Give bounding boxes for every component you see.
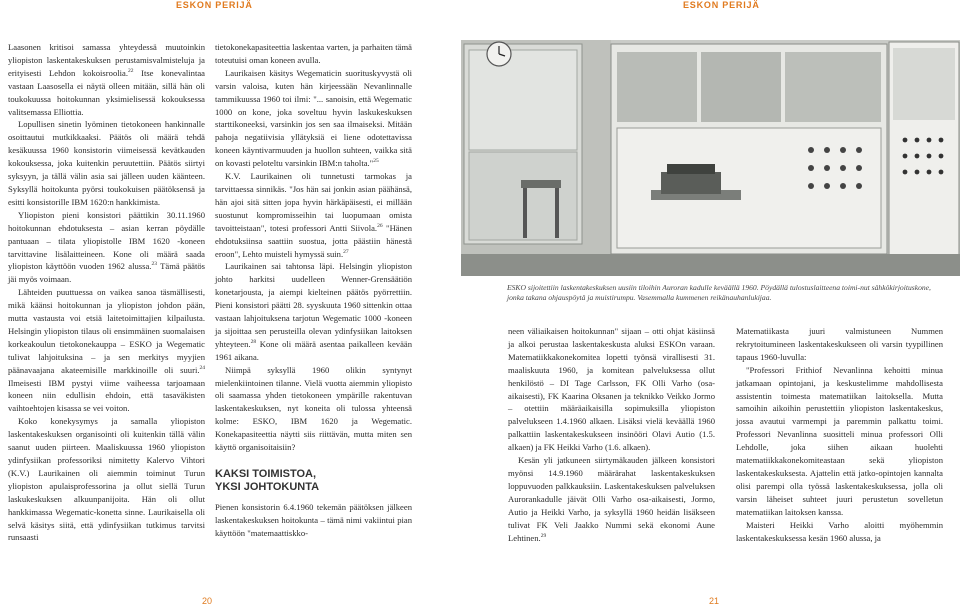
paragraph: tietokonekapasiteettia laskentaa varten, ja parhaiten tämä toteutuisi oman koneen avulla. bbox=[215, 42, 412, 65]
text-column-4 bbox=[736, 325, 943, 544]
page-number-right: 21 bbox=[709, 596, 720, 605]
section-subheading: KAKSI TOIMISTOA, YKSI JOHTOKUNTA bbox=[215, 468, 320, 493]
paragraph: Matematiikasta juuri valmistuneen Nummen rekrytoitumineen laskentakeskukseen oli varsin tyypillinen tapaus 1960-luvulla: bbox=[736, 326, 943, 362]
paragraph: Laasonen kritisoi samassa yhteydessä muutoinkin yliopiston laskentakeskuksen perustamisvalmisteluja ja erityisesti Lehdon kokoisroolia.$^{22}$ Itse konevalintaa vastaan Laasosella ei näytä olleen mitään, sillä hän oli toukokuussa hoitokunnan yksimielisessä kokouksessa valitsemassa Elliottia. bbox=[8, 42, 205, 117]
paragraph: Maisteri Heikki Varho aloitti myöhemmin laskentakeskuksessa kesän 1960 alussa, ja bbox=[736, 519, 943, 543]
page-number-left: 20 bbox=[202, 596, 213, 605]
paragraph: Niimpä syksyllä 1960 olikin syntynyt mielenkiintoinen tilanne. Vielä vuotta aiemmin yliopisto oli saamassa yhden tietokoneen ympärille rakentuvan laskentakeskuksen, nyt koneita oli tulossa yhteensä kolme: ESKO, IBM 1620 ja Wegematic. Konekapasiteettia näytti siis riittävän, mutta miten sen käyttö organisoitaisiin? bbox=[215, 364, 412, 453]
running-head-left: ESKON PERIJÄ bbox=[176, 0, 253, 10]
paragraph: Kesän yli jatkuneen siirtymäkauden jälkeen konsistori myönsi 14.9.1960 määrärahat laskentakeskuksen loppuvuoden palkkauksiin. Laskentakeskuksen palveluksen Aurorankadulle jäivät Olli Varho osa-aikaisesti, Jormo, Autio ja Heikki Varho, ja syksyllä 1960 heidän lisäkseen tulivat FK Veli Jaakko Nummi sekä ekonomi Aune Lehtinen.$^{29}$ bbox=[508, 455, 715, 543]
paragraph: Pienen konsistorin 6.4.1960 tekemän päätöksen jälkeen laskentakeskuksen hoitokunta – tämä nimi vakiintui pian käyttöön "matemaattiskko- bbox=[215, 502, 412, 538]
text-column-1 bbox=[8, 41, 205, 544]
paragraph: neen väliaikaisen hoitokunnan" sijaan – otti ohjat käsiinsä ja alkoi perustaa laskentakeskusta aluksi ESKOn varaan. Matematiikkakonekomitea lopetti työnsä virallisesti 31. maaliskuuta 1960, ja komitean palveluksessa ollut henkilöstö – DI Tage Carlsson, FK Olli Varho (osa-aikaisesti), FK Kaarina Oksanen ja teknikko Veikko Jormo – otettiin määräaikaisilla sopimuksilla yliopiston palvelukseen 1.4.1960 alkaen. Lisäksi vielä keväällä 1960 palkattiin laskentakeskukseen insinööri Olavi Autio (1.5. alkaen) ja FK Heikki Varho (1.6. alkaen). bbox=[508, 326, 715, 453]
paragraph: Laurikaisen käsitys Wegematicin suorituskyvystä oli varsin valoisa, kuten hän kirjeessään Nevanlinnalle tammikuussa 1960 toi ilmi: "... sanoisin, että Wegematic 1000 on kone, joka soveltuu hyvin laskukeskuksen starttikoneeksi, varsinkin jos sen saa ilmaiseksi. Mitään pahoja negatiivisia yllätyksiä ei liene odotettavissa koneen käyntivarmuuden ja huollon suhteen, vaikka sitä on kovasti peloteltu varsinkin IBM:n taholta."$^{25}$ bbox=[215, 67, 412, 169]
paragraph: Koko konekysymys ja samalla yliopiston laskentakeskuksen organisointi oli kuitenkin tällä välin saanut uuden piirteen. Maaliskuussa 1960 yliopiston ydinfysiikan professoriksi nimitetty Kalervo Vihtori (K.V.) Laurikainen oli aiemmin toiminut Turun yliopiston apulaisprofessorina ja ollut siellä Turun laskukeskuksen alkuunpanijoita. Hän oli ollut hankkimassa Wegematic-konetta sinne. Laurikaisella oli selvä käsitys siitä, että ydinfysiikan tutkimus tarvitsi runsaasti bbox=[8, 416, 205, 543]
paragraph: Lähteiden puuttuessa on vaikea sanoa täsmällisesti, mikä käänsi hoitokunnan ja yliopiston johdon pään, mutta vastausta voi etsiä laitetoimittajien kilpailusta. Helsingin yliopiston tilaus oli ensimmäinen suomalaisen korkeakoulun tietokonekauppa – ESKO ja Wegematic tulivat lahjoituksina – ja sen merkitys myyjien päänavaajana akateemisille markkinoille oli suuri.$^{24}$ Ilmeisesti IBM pystyi viime vaiheessa tarjoamaan koneen niin edullisin ehdoin, että tasaväkisten vaihtoehtojen kisassa se vei voiton. bbox=[8, 287, 205, 414]
paragraph: Lopullisen sinetin lyöminen tietokoneen hankinnalle osoittautui mutkikkaaksi. Päätös oli määrä tehdä kesäkuussa 1960 konsistorin viimeisessä kevätkauden kokouksessa, joka kuitenkin peruutettiin. Päätös siirtyi syksyyn, ja tällä välin asia sai jälleen uuden käänteen. Syksyllä hoitokunta pyörsi toukokuisen päätöksensä ja esitti konsistorille IBM 1620:n hankkimista. bbox=[8, 119, 205, 207]
text-column-2 bbox=[215, 41, 412, 540]
paragraph: "Professori Frithiof Nevanlinna kehoitti minua jatkamaan opintojani, ja keskustelimme mahdollisesta assistentin toimesta matematiikan laitoksella. Mutta samoihin aikoihin perustettiin yliopiston laskentakeskus, jossa avautui varmempi ja paremmin palkattu toimi. Professori Nevanlinna suositteli minua professori Olli Lehdolle, joka siihen aikaan huolehti matematiikkakonekomiteastaan sekä yliopiston laskentakeskuksesta. Ajattelin että jatko-opintojen kannalta olisi parempi olla työssä laskentakeskuksessa, jolla oli varsin läheiset suhteet juuri perustetun sovelletun matematiikan laitoksen kanssa. bbox=[736, 364, 943, 517]
photo-esko-computer bbox=[461, 40, 960, 276]
text-column-3 bbox=[508, 325, 715, 544]
paragraph: K.V. Laurikainen oli tunnetusti tarmokas ja tarvittaessa sinnikäs. "Jos hän sai jonkin asian päähänsä, hän ajoi sitä sitten jopa hyvin härkäpäisesti, ei millään suostunut kompromisseihin tai luopumaan omista tavoitteistaan", totesi professori Antti Siivola.$^{26}$ "Hänen ehdotuksiinsa saattiin suostua, jotta päästiin hänestä eroon", Lehto muisteli hymyssä suin.$^{27}$ bbox=[215, 171, 412, 259]
paragraph: Laurikainen sai tahtonsa läpi. Helsingin yliopiston johto harkitsi uudelleen Wenner-Grensäätiön konetarjousta, ja aiempi kielteinen päätös pyörrettiin. Pieni konsistori päätti 28. syyskuuta 1960 sittenkin ottaa vastaan lahjoituksena tarjotun Wegematic 1000 -koneen ja sijoittaa sen perusteilla olevan ydinfysiikan laitoksen yhteyteen.$^{28}$ Kone oli määrä asentaa paikalleen kevään 1961 aikana. bbox=[215, 261, 412, 362]
paragraph: Yliopiston pieni konsistori päättikin 30.11.1960 hoitokunnan ehdotuksesta – asian kerran pöydälle pantuaan – tilata yliopistolle IBM 1620 -koneen tarvittavine lisälaitteineen. Kone oli määrä saada yliopiston käyttöön vuoden 1962 alussa.$^{23}$ Tämä päätös jäi myös voimaan. bbox=[8, 209, 205, 285]
photo-caption: ESKO sijoitettiin laskentakeskuksen uusiin tiloihin Auroran kadulle keväällä 1960. Pöydällä tulostuslaitteena toimi-nut sähkökirjoituskone, jonka takana ohjauspöytä ja muistirumpu. Vasemmalla kummenen reikänauhanlukijaa. bbox=[507, 283, 931, 302]
running-head-right: ESKON PERIJÄ bbox=[683, 0, 760, 10]
